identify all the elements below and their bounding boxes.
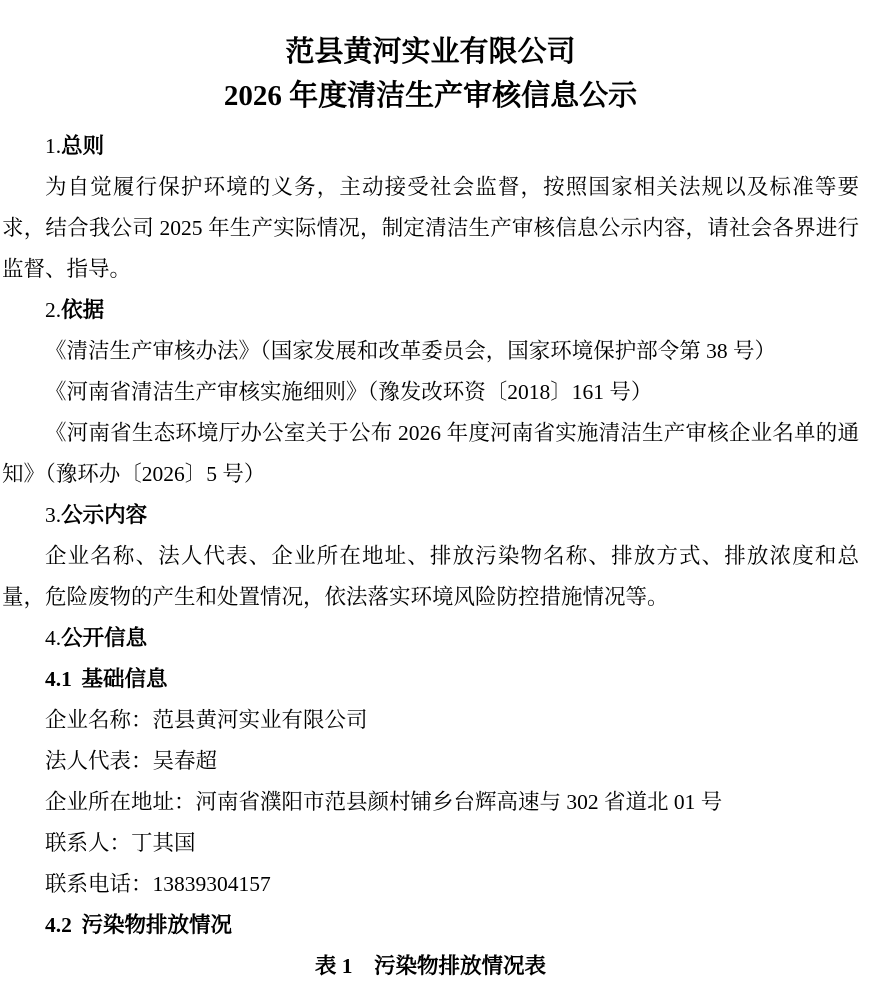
table1-caption: 表 1 污染物排放情况表 [314,954,547,978]
section3-heading [2,495,859,536]
field-value: 范县黄河实业有限公司 [152,708,368,732]
section42-heading [2,905,859,946]
section2-number: 2. [45,298,62,322]
section1-paragraph: 为自觉履行保护环境的义务，主动接受社会监督，按照国家相关法规以及标准等要求，结合我公司 2025 年生产实际情况，制定清洁生产审核信息公示内容，请社会各界进行监督、指导。 [2,175,859,281]
reference-item: 《清洁生产审核办法》（国家发展和改革委员会，国家环境保护部令第 38 号） [45,339,777,363]
reference-item: 《河南省生态环境厅办公室关于公布 2026 年度河南省实施清洁生产审核企业名单的通知》（豫环办〔2026〕5 号） [2,421,859,486]
section2-heading [2,290,859,331]
field-label: 企业所在地址： [45,790,196,814]
section4-heading [2,618,859,659]
company-name-title: 范县黄河实业有限公司 [285,36,576,68]
section41-title: 基础信息 [81,667,168,691]
field-label: 企业名称： [45,708,153,732]
section1-number: 1. [45,134,62,158]
section3-number: 3. [45,503,62,527]
section1-title: 总则 [61,134,105,158]
section42-number: 4.2 [45,913,72,937]
field-value: 吴春超 [152,749,218,773]
document-title-block [2,30,859,118]
section1-heading [2,126,859,167]
section4-number: 4. [45,626,62,650]
reference-item: 《河南省清洁生产审核实施细则》（豫发改环资〔2018〕161 号） [45,380,653,404]
field-value: 河南省濮阳市范县颜村铺乡台辉高速与 302 省道北 01 号 [195,790,723,814]
section3-paragraph: 企业名称、法人代表、企业所在地址、排放污染物名称、排放方式、排放浓度和总量，危险废物的产生和处置情况，依法落实环境风险防控措施情况等。 [2,544,859,609]
section2-title: 依据 [61,298,105,322]
basic-info-legal-representative [2,741,859,782]
field-value: 丁其国 [131,831,196,855]
section42-title: 污染物排放情况 [81,913,233,937]
field-label: 联系人： [45,831,132,855]
section41-number: 4.1 [45,667,72,691]
basic-info-contact-phone [2,864,859,905]
basic-info-contact-person [2,823,859,864]
field-label: 联系电话： [45,872,153,896]
field-value: 13839304157 [152,872,271,896]
section41-heading [2,659,859,700]
section4-title: 公开信息 [61,626,148,650]
basic-info-address [2,782,859,823]
basic-info-company-name [2,700,859,741]
document-subtitle: 2026 年度清洁生产审核信息公示 [223,80,638,112]
field-label: 法人代表： [45,749,153,773]
section3-title: 公示内容 [61,503,148,527]
